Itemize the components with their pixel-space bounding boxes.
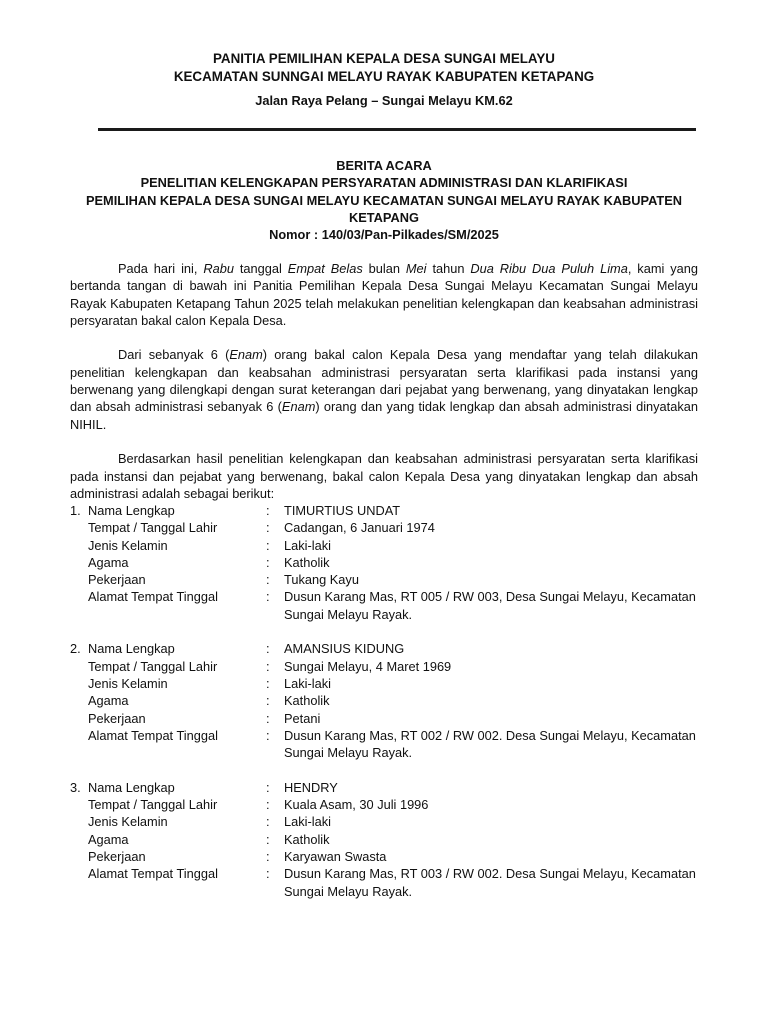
candidate-address: [284, 588, 698, 623]
text-run: Pada hari ini,: [118, 261, 204, 276]
document-body: [70, 260, 698, 519]
field-label: Alamat Tempat Tinggal: [88, 866, 218, 882]
document-number: Nomor : 140/03/Pan-Pilkades/SM/2025: [269, 227, 499, 243]
field-row-address: [70, 727, 698, 762]
title-line-4: KETAPANG: [349, 209, 419, 225]
candidate-name: TIMURTIUS UNDAT: [284, 503, 401, 518]
field-label: Agama: [88, 693, 129, 709]
field-row-name: [70, 640, 698, 657]
candidate-list: [70, 502, 698, 917]
field-label: Agama: [88, 831, 129, 847]
candidate-job: Petani: [284, 710, 321, 726]
field-row-name: [70, 779, 698, 796]
candidate-birth: Sungai Melayu, 4 Maret 1969: [284, 658, 452, 674]
candidate-job: Tukang Kayu: [284, 572, 359, 588]
letterhead-divider: [98, 128, 696, 131]
address-line: Dusun Karang Mas, RT 003 / RW 002. Desa Sungai Melayu, Kecamatan: [284, 866, 696, 882]
field-colon: :: [266, 797, 270, 813]
field-row-gender: [70, 537, 698, 554]
field-label: Tempat / Tanggal Lahir: [88, 658, 218, 674]
field-colon: :: [266, 693, 270, 709]
address-line: Sungai Melayu Rayak.: [284, 606, 413, 622]
candidate-name: AMANSIUS KIDUNG: [284, 641, 405, 657]
day-name: Rabu: [203, 261, 234, 276]
candidate-birth: Kuala Asam, 30 Juli 1996: [284, 797, 429, 813]
candidate-number: 1.: [70, 503, 81, 518]
text-run: ) orang bakal calon Kepala Desa yang mendaftar yang telah dilakukan penelitian kelengkapan dan keabsahan administrasi persyaratan serta klarifikasi pada instansi yang berwenang yang dilengkapi dengan surat keterangan dari pejabat yang berwenang, yang dinyatakan lengkap dan absah administrasi sebanyak 6 (: [70, 347, 698, 415]
field-colon: :: [266, 503, 270, 518]
field-colon: :: [266, 727, 270, 743]
year-words: Dua Ribu Dua Puluh Lima: [470, 261, 628, 276]
field-row-religion: [70, 554, 698, 571]
candidate-job: Karyawan Swasta: [284, 848, 387, 864]
field-colon: :: [266, 866, 270, 882]
candidate-address: [284, 865, 698, 900]
field-label: Pekerjaan: [88, 848, 146, 864]
letterhead-district: KECAMATAN SUNNGAI MELAYU RAYAK KABUPATEN KETAPANG: [173, 69, 595, 84]
field-row-job: [70, 571, 698, 588]
field-label: Nama Lengkap: [88, 503, 175, 518]
field-row-job: [70, 710, 698, 727]
letterhead-address: Jalan Raya Pelang – Sungai Melayu KM.62: [255, 93, 513, 108]
field-row-gender: [70, 813, 698, 830]
candidate-number: 3.: [70, 779, 81, 795]
title-line-3: PEMILIHAN KEPALA DESA SUNGAI MELAYU KECAMATAN SUNGAI MELAYU RAYAK KABUPATEN: [85, 192, 683, 208]
candidate-birth: Cadangan, 6 Januari 1974: [284, 520, 435, 536]
field-label: Jenis Kelamin: [88, 814, 168, 830]
candidate-gender: Laki-laki: [284, 675, 331, 691]
letterhead: [70, 0, 698, 110]
field-colon: :: [266, 537, 270, 553]
field-row-name: [70, 502, 698, 519]
field-colon: :: [266, 572, 270, 588]
candidate-religion: Katholik: [284, 831, 330, 847]
text-run: tanggal: [233, 261, 288, 276]
candidate-religion: Katholik: [284, 693, 330, 709]
address-line: Dusun Karang Mas, RT 002 / RW 002. Desa Sungai Melayu, Kecamatan: [284, 727, 696, 743]
text-run: Dari sebanyak 6 (: [118, 347, 230, 363]
field-colon: :: [266, 658, 270, 674]
field-label: Tempat / Tanggal Lahir: [88, 520, 218, 536]
field-row-address: [70, 588, 698, 623]
field-colon: :: [266, 554, 270, 570]
candidate-number: 2.: [70, 641, 81, 657]
field-label: Pekerjaan: [88, 572, 146, 588]
field-label: Agama: [88, 554, 129, 570]
field-label: Pekerjaan: [88, 710, 146, 726]
field-label: Alamat Tempat Tinggal: [88, 589, 218, 605]
field-row-birth: [70, 658, 698, 675]
count-words: Enam: [281, 399, 316, 415]
field-colon: :: [266, 589, 270, 605]
text-run: , kami yang bertanda tangan di bawah ini Panitia Pemilihan Kepala Desa Sungai Melayu Kecamatan Sungai Melayu Rayak Kabupaten Ketapang Tahun 2025 telah melakukan penelitian kelengkapan dan keabsahan administrasi persyaratan bakal calon Kepala Desa.: [70, 261, 698, 328]
text-run: bulan: [362, 261, 406, 276]
field-colon: :: [266, 675, 270, 691]
field-row-address: [70, 865, 698, 900]
paragraph-intro-list: Berdasarkan hasil penelitian kelengkapan dan keabsahan administrasi persyaratan serta klarifikasi pada instansi dan pejabat yang berwenang, bakal calon Kepala Desa yang dinyatakan lengkap dan absah administrasi adalah sebagai berikut:: [70, 451, 698, 501]
field-colon: :: [266, 814, 270, 830]
field-label: Nama Lengkap: [88, 779, 175, 795]
candidate-name: HENDRY: [284, 779, 338, 795]
field-label: Jenis Kelamin: [88, 537, 168, 553]
candidate-religion: Katholik: [284, 554, 330, 570]
field-row-gender: [70, 675, 698, 692]
field-label: Jenis Kelamin: [88, 675, 168, 691]
candidate-entry: [70, 502, 698, 623]
address-line: Sungai Melayu Rayak.: [284, 883, 413, 899]
text-run: tahun: [426, 261, 471, 276]
field-colon: :: [266, 779, 270, 795]
candidate-entry: [70, 779, 698, 900]
field-row-job: [70, 848, 698, 865]
letterhead-committee: PANITIA PEMILIHAN KEPALA DESA SUNGAI MELAYU: [213, 51, 555, 66]
paragraph-result: [70, 346, 698, 432]
field-colon: :: [266, 831, 270, 847]
count-words: Enam: [229, 347, 263, 363]
title-line-1: BERITA ACARA: [336, 158, 432, 173]
field-row-religion: [70, 692, 698, 709]
month-name: Mei: [405, 261, 427, 276]
field-label: Tempat / Tanggal Lahir: [88, 797, 218, 813]
field-colon: :: [266, 641, 270, 657]
field-colon: :: [266, 848, 270, 864]
document-title: [70, 157, 698, 243]
text-run: ) orang dan yang tidak lengkap dan absah administrasi dinyatakan NIHIL.: [70, 399, 698, 432]
field-colon: :: [266, 710, 270, 726]
address-line: Sungai Melayu Rayak.: [284, 745, 413, 761]
field-row-birth: [70, 519, 698, 536]
candidate-gender: Laki-laki: [284, 814, 331, 830]
paragraph-opening: [70, 260, 698, 329]
field-colon: :: [266, 520, 270, 536]
candidate-entry: [70, 640, 698, 761]
date-words: Empat Belas: [287, 261, 363, 276]
address-line: Dusun Karang Mas, RT 005 / RW 003, Desa Sungai Melayu, Kecamatan: [284, 589, 696, 605]
field-row-birth: [70, 796, 698, 813]
candidate-address: [284, 727, 698, 762]
field-row-religion: [70, 831, 698, 848]
field-label: Alamat Tempat Tinggal: [88, 727, 218, 743]
candidate-gender: Laki-laki: [284, 537, 331, 553]
title-line-2: PENELITIAN KELENGKAPAN PERSYARATAN ADMINISTRASI DAN KLARIFIKASI: [140, 175, 628, 191]
field-label: Nama Lengkap: [88, 641, 175, 657]
